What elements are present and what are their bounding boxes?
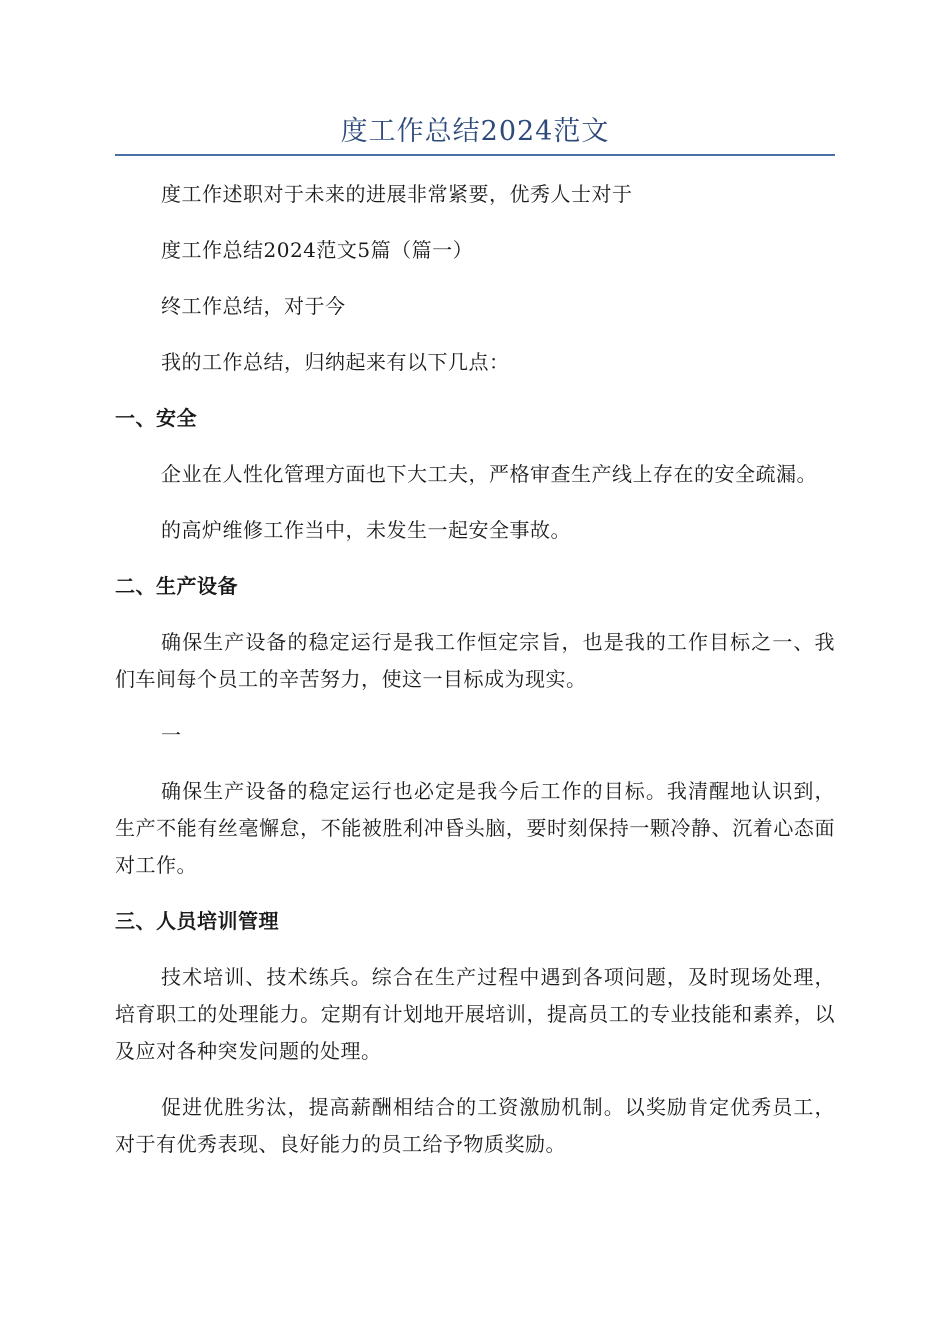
- paragraph-training: 技术培训、技术练兵。综合在生产过程中遇到各项问题，及时现场处理，培育职工的处理能力。定期有计划地开展培训，提高员工的专业技能和素养，以及应对各种突发问题的处理。: [115, 965, 835, 1063]
- paragraph-subtitle: 度工作总结2024范文5篇（篇一）: [161, 238, 474, 262]
- title-underline: [115, 154, 835, 156]
- section-heading-training: 三、人员培训管理: [115, 909, 279, 933]
- document-body: [115, 176, 835, 1182]
- paragraph-fragment: 一: [161, 723, 182, 747]
- section-heading-equipment: 二、生产设备: [115, 574, 238, 598]
- document-title: 度工作总结2024范文: [340, 116, 610, 147]
- paragraph-equipment-future: 确保生产设备的稳定运行也必定是我今后工作的目标。我清醒地认识到，生产不能有丝毫懈怠，不能被胜利冲昏头脑，要时刻保持一颗冷静、沉着心态面对工作。: [115, 779, 835, 877]
- paragraph-equipment-goal: 确保生产设备的稳定运行是我工作恒定宗旨，也是我的工作目标之一、我们车间每个员工的辛苦努力，使这一目标成为现实。: [115, 630, 835, 691]
- paragraph-safety-record: 的高炉维修工作当中，未发生一起安全事故。: [161, 518, 571, 542]
- paragraph-year-end: 终工作总结，对于今: [161, 294, 346, 318]
- paragraph-intro: 度工作述职对于未来的进展非常紧要，优秀人士对于: [161, 182, 633, 206]
- paragraph-summary-lead: 我的工作总结，归纳起来有以下几点：: [161, 350, 510, 374]
- paragraph-safety-management: 企业在人性化管理方面也下大工夫，严格审查生产线上存在的安全疏漏。: [161, 462, 817, 486]
- paragraph-incentives: 促进优胜劣汰，提高薪酬相结合的工资激励机制。以奖励肯定优秀员工，对于有优秀表现、良好能力的员工给予物质奖励。: [115, 1095, 835, 1156]
- section-heading-safety: 一、安全: [115, 406, 197, 430]
